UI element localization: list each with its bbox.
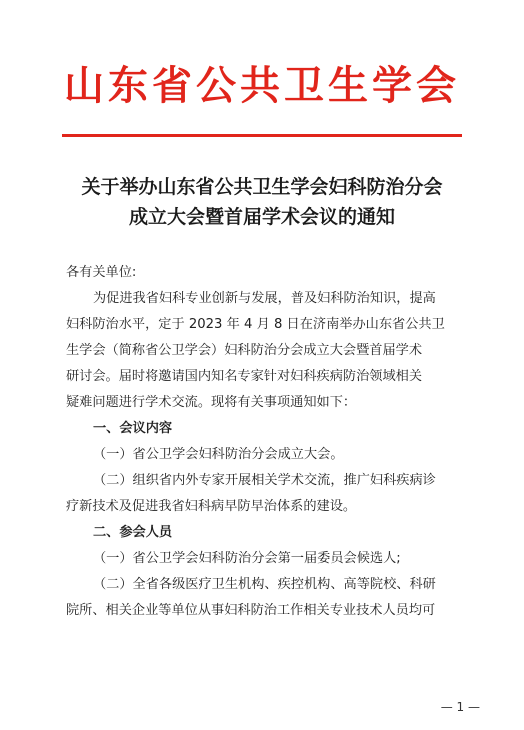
- section-item: （一）省公卫学会妇科防治分会成立大会。: [93, 447, 344, 462]
- section-item: （一）省公卫学会妇科防治分会第一届委员会候选人;: [93, 551, 401, 566]
- salutation: 各有关单位:: [66, 265, 137, 280]
- intro-line: 研讨会。届时将邀请国内知名专家针对妇科疾病防治领域相关: [66, 369, 423, 384]
- intro-line: 为促进我省妇科专业创新与发展，普及妇科防治知识，提高: [93, 291, 436, 306]
- document-body: [66, 260, 464, 624]
- section-item-continuation: 疗新技术及促进我省妇科病早防早治体系的建设。: [66, 499, 357, 514]
- section-heading-meeting-content: 一、会议内容: [93, 421, 173, 436]
- section-heading-participants: 二、参会人员: [93, 525, 173, 540]
- page-number: — 1 —: [440, 700, 480, 714]
- title-line-1: 关于举办山东省公共卫生学会妇科防治分会: [81, 176, 443, 198]
- title-line-2: 成立大会暨首届学术会议的通知: [128, 206, 395, 228]
- intro-line: 生学会（简称省公卫学会）妇科防治分会成立大会暨首届学术: [66, 343, 423, 358]
- organization-header: 山东省公共卫生学会: [64, 63, 460, 109]
- intro-line: 妇科防治水平，定于 2023 年 4 月 8 日在济南举办山东省公共卫: [66, 317, 445, 332]
- section-item-continuation: 院所、相关企业等单位从事妇科防治工作相关专业技术人员均可: [66, 603, 436, 618]
- document-title: [40, 172, 484, 232]
- intro-line: 疑难问题进行学术交流。现将有关事项通知如下：: [66, 395, 357, 410]
- section-item: （二）组织省内外专家开展相关学术交流，推广妇科疾病诊: [93, 473, 436, 488]
- section-item: （二）全省各级医疗卫生机构、疾控机构、高等院校、科研: [93, 577, 436, 592]
- header-red-rule: [62, 134, 462, 137]
